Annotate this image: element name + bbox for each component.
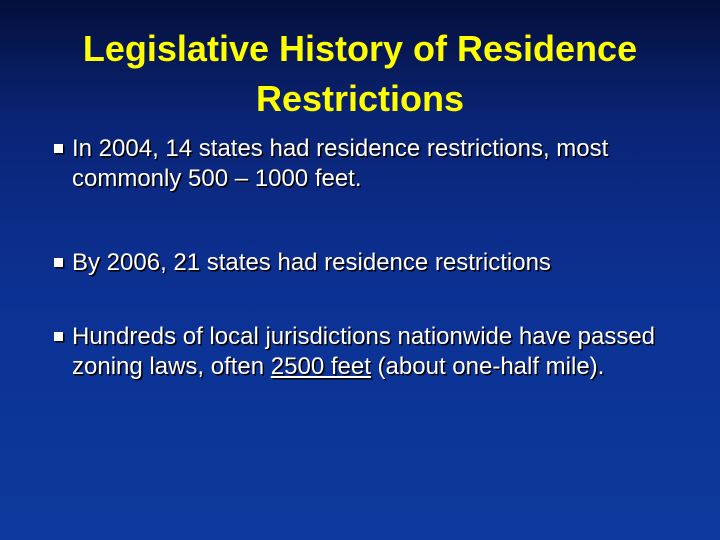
underlined-distance: 2500 feet	[270, 353, 371, 380]
bullet-item	[54, 248, 674, 278]
bullet-list	[54, 134, 674, 382]
square-bullet-icon	[54, 258, 63, 267]
bullet-text: By 2006, 21 states had residence restrictions	[72, 249, 551, 276]
bullet-item	[54, 322, 674, 382]
bullet-text-start: Hundreds of local jurisdictions nationwide have passed zoning laws, often	[72, 323, 656, 380]
square-bullet-icon	[54, 144, 63, 153]
square-bullet-icon	[54, 332, 63, 341]
bullet-text-end: (about one-half mile).	[370, 353, 605, 380]
slide-title: Legislative History of Residence Restrictions	[82, 28, 638, 119]
bullet-item	[54, 134, 674, 194]
bullet-text: In 2004, 14 states had residence restrictions, most commonly 500 – 1000 feet.	[72, 135, 609, 192]
